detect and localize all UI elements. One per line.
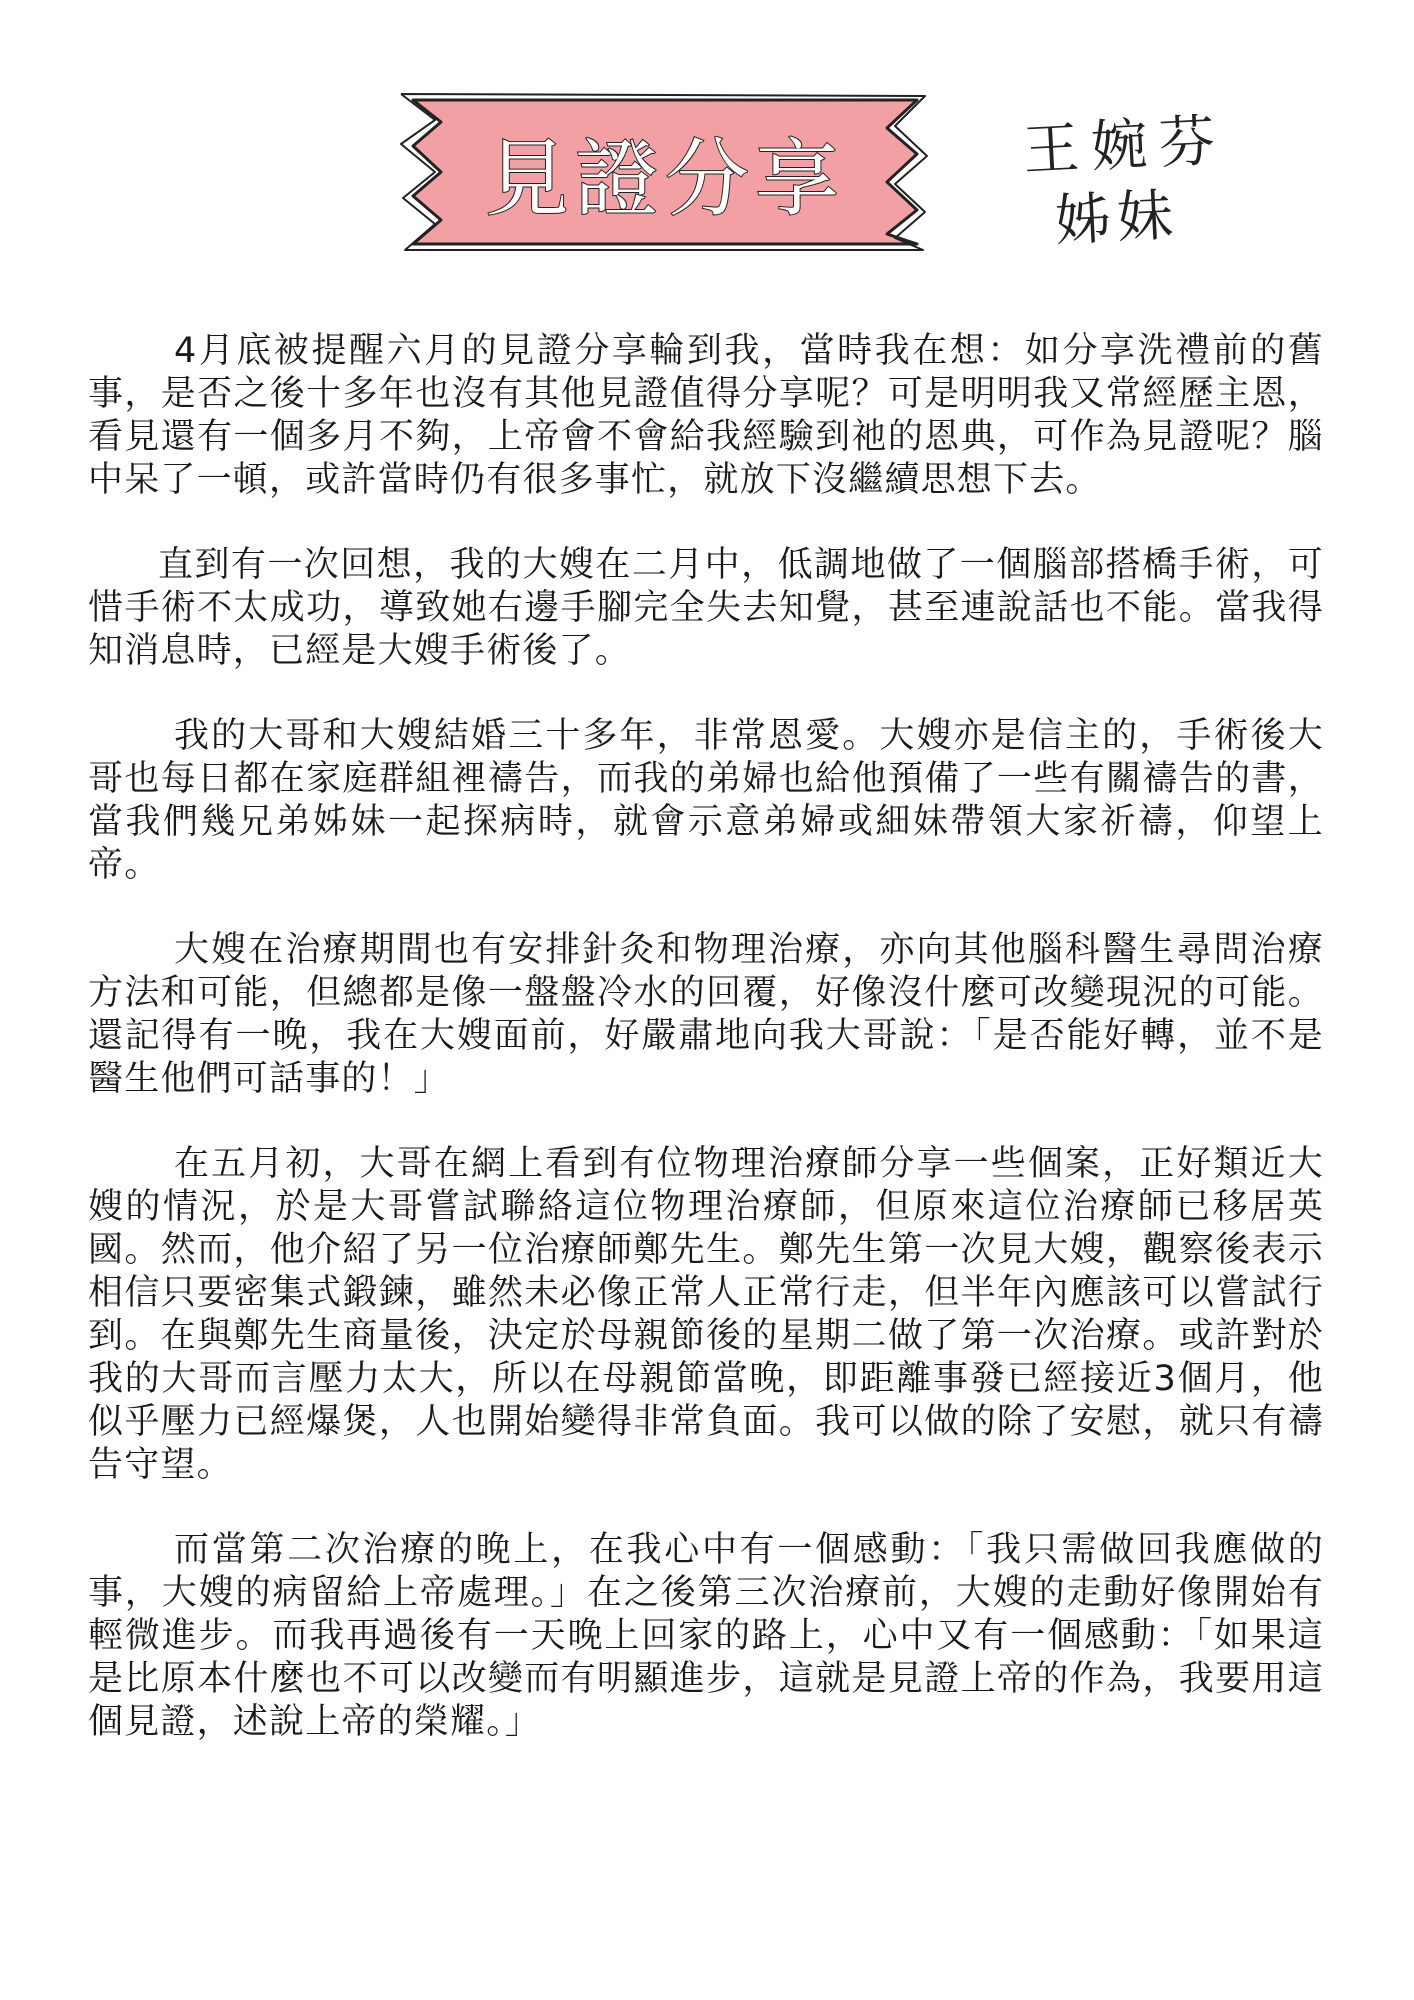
paragraph: 在五月初，大哥在網上看到有位物理治療師分享一些個案，正好類近大嫂的情況，於是大哥嘗試聯絡這位物理治療師，但原來這位治療師已移居英國。然而，他介紹了另一位治療師鄭先生。鄭先生第一次見大嫂，觀察後表示相信只要密集式鍛鍊，雖然未必像正常人正常行走，但半年內應該可以嘗試行到。在與鄭先生商量後，決定於母親節後的星期二做了第一次治療。或許對於我的大哥而言壓力太大，所以在母親節當晚，即距離事發已經接近3個月，他似乎壓力已經爆煲，人也開始變得非常負面。我可以做的除了安慰，就只有禱告守望。 [88,1144,1324,1485]
paragraph: 大嫂在治療期間也有安排針灸和物理治療，亦向其他腦科醫生尋問治療方法和可能，但總都是像一盤盤冷水的回覆，好像沒什麼可改變現況的可能。還記得有一晚，我在大嫂面前，好嚴肅地向我大哥說：「是否能好轉，並不是醫生他們可話事的！」 [88,930,1324,1099]
author-signature [1021,104,1248,259]
paragraph: 而當第二次治療的晚上，在我心中有一個感動：「我只需做回我應做的事，大嫂的病留給上帝處理。」在之後第三次治療前，大嫂的走動好像開始有輕微進步。而我再過後有一天晚上回家的路上，心中又有一個感動：「如果這是比原本什麼也不可以改變而有明顯進步，這就是見證上帝的作為，我要用這個見證，述說上帝的榮耀。」 [88,1530,1324,1742]
paragraph: 我的大哥和大嫂結婚三十多年，非常恩愛。大嫂亦是信主的，手術後大哥也每日都在家庭群組裡禱告，而我的弟婦也給他預備了一些有關禱告的書，當我們幾兄弟姊妹一起探病時，就會示意弟婦或細妹帶領大家祈禱，仰望上帝。 [88,716,1324,885]
paragraph: 直到有一次回想，我的大嫂在二月中，低調地做了一個腦部搭橋手術，可惜手術不太成功，導致她右邊手腳完全失去知覺，甚至連說話也不能。當我得知消息時，已經是大嫂手術後了。 [88,545,1324,671]
header [0,0,1414,300]
title-banner [395,92,935,252]
article-body [88,330,1324,1786]
page-title: 見證分享 [484,129,845,228]
paragraph: 4月底被提醒六月的見證分享輪到我，當時我在想：如分享洗禮前的舊事，是否之後十多年也沒有其他見證值得分享呢？可是明明我又常經歷主恩，看見還有一個多月不夠，上帝會不會給我經驗到祂的恩典，可作為見證呢？腦中呆了一頓，或許當時仍有很多事忙，就放下沒繼續思想下去。 [88,331,1324,500]
author-name: 王婉芬 [1021,108,1229,184]
author-title: 姊妹 [1053,182,1181,255]
